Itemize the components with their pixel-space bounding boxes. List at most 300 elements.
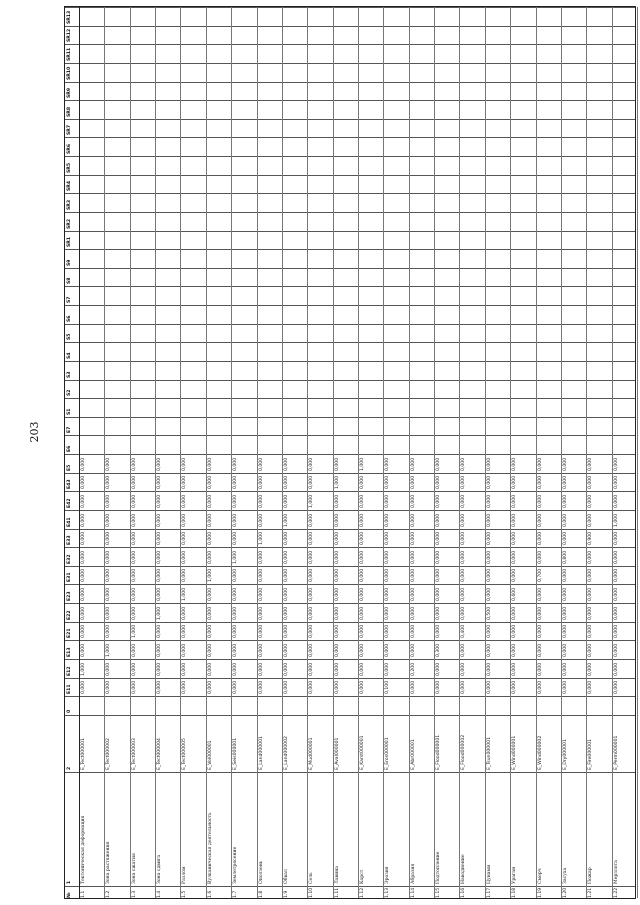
table-cell: 0,000: [537, 513, 543, 527]
row-number: 1.3: [131, 890, 137, 898]
column-header: E21: [67, 628, 72, 639]
row-name: Разлом: [182, 865, 188, 884]
table-cell: 0,000: [334, 569, 340, 583]
table-cell: 0,000: [309, 550, 315, 564]
table-cell: 0,000: [334, 606, 340, 620]
table-cell: 0,000: [360, 513, 365, 527]
table-cell: 0,000: [588, 476, 594, 490]
table-cell: 0,000: [233, 662, 239, 676]
table-cell: 0,000: [106, 587, 112, 602]
column-header: E33: [67, 535, 72, 546]
table-cell: 0,000: [309, 606, 315, 620]
table-cell: 0,000: [461, 494, 467, 508]
column-divider: [65, 63, 635, 64]
row-number: 1.12: [360, 887, 365, 898]
table-cell: 0,000: [613, 643, 619, 657]
table-cell: 0,000: [131, 457, 137, 471]
table-cell: 0,000: [385, 531, 391, 546]
table-cell: 0,000: [512, 606, 518, 620]
column-header: E23: [67, 591, 72, 602]
table-cell: 0,000: [613, 476, 619, 490]
table-cell: 0,000: [410, 494, 416, 508]
table-cell: 1,000: [182, 587, 188, 602]
table-cell: 0,000: [436, 550, 442, 564]
table-cell: 0,000: [157, 569, 163, 583]
table-cell: 0,000: [461, 513, 467, 527]
table-cell: 0,000: [207, 606, 213, 620]
row-code: E_Eros000001: [385, 737, 391, 770]
column-divider: [65, 715, 635, 716]
table-cell: 0,000: [385, 587, 391, 602]
table-cell: 0,000: [588, 569, 594, 583]
table-cell: 0,000: [233, 531, 239, 546]
column-divider: [65, 249, 635, 250]
column-divider: [65, 603, 635, 604]
column-header: SR5: [67, 162, 72, 173]
table-cell: 0,300: [436, 643, 442, 657]
table-cell: 0,000: [486, 476, 492, 490]
table-cell: 0,000: [360, 531, 365, 546]
table-cell: 0,000: [436, 513, 442, 527]
table-cell: 0,000: [334, 513, 340, 527]
table-cell: 0,000: [512, 625, 518, 639]
table-cell: 0,000: [81, 457, 86, 471]
table-cell: 0,000: [385, 606, 391, 620]
table-cell: 0,000: [588, 680, 594, 695]
table-cell: 0,000: [283, 643, 289, 657]
column-header: E11: [67, 684, 72, 695]
row-divider: [257, 7, 258, 898]
table-cell: 0,000: [410, 680, 416, 695]
row-code: E_Seis000001: [233, 737, 239, 770]
column-divider: [65, 417, 635, 418]
column-divider: [65, 398, 635, 399]
table-cell: 0,000: [588, 587, 594, 602]
table-cell: 0,000: [309, 531, 315, 546]
table-cell: 0,000: [410, 550, 416, 564]
table-cell: 1,000: [613, 513, 619, 527]
column-header: SR11: [67, 47, 72, 61]
column-header: S2: [67, 389, 72, 397]
table-cell: 0,000: [436, 531, 442, 546]
row-number: 1.2: [106, 890, 112, 898]
table-cell: 0,000: [283, 476, 289, 490]
table-cell: 0,000: [81, 513, 86, 527]
column-divider: [65, 659, 635, 660]
table-cell: 0,000: [106, 569, 112, 583]
table-cell: 0,000: [486, 643, 492, 657]
column-divider: [65, 342, 635, 343]
table-cell: 0,000: [588, 625, 594, 639]
row-number: 1.19: [537, 887, 543, 898]
table-cell: 0,000: [157, 680, 163, 695]
table-cell: 0,000: [410, 643, 416, 657]
row-divider: [155, 7, 156, 898]
table-cell: 0,000: [131, 643, 137, 657]
table-cell: 0,000: [258, 587, 264, 602]
table-cell: 0,000: [233, 587, 239, 602]
table-cell: 0,000: [360, 662, 365, 676]
table-cell: 0,000: [613, 625, 619, 639]
table-cell: 0,000: [613, 550, 619, 564]
table-cell: 0,000: [461, 643, 467, 657]
row-number: 1.8: [258, 890, 264, 898]
table-cell: 0,000: [207, 531, 213, 546]
column-header: E32: [67, 554, 72, 564]
column-divider: [65, 886, 635, 887]
table-cell: 0,000: [207, 662, 213, 676]
table-cell: 0,000: [588, 513, 594, 527]
row-number: 1.18: [512, 887, 518, 898]
column-header: E41: [67, 516, 72, 527]
table-cell: 0,000: [385, 662, 391, 676]
table-cell: 0,000: [486, 680, 492, 695]
table-cell: 0,000: [512, 513, 518, 527]
row-number: 1.13: [385, 887, 391, 898]
table-cell: 0,000: [588, 643, 594, 657]
table-cell: 0,000: [182, 457, 188, 471]
column-divider: [65, 119, 635, 120]
row-name: Лавина: [334, 865, 340, 884]
table-cell: 0,000: [81, 476, 86, 490]
table-cell: 0,000: [258, 606, 264, 620]
column-divider: [65, 566, 635, 567]
row-divider: [536, 7, 537, 898]
column-header: SR9: [67, 88, 72, 99]
table-cell: 0,000: [486, 625, 492, 639]
table-cell: 0,000: [385, 494, 391, 508]
table-cell: 0,000: [182, 569, 188, 583]
column-divider: [65, 435, 635, 436]
row-name: Зона сжатия: [131, 852, 137, 884]
table-cell: 0,000: [410, 606, 416, 620]
column-header: SR7: [67, 125, 72, 136]
table-cell: 0,000: [562, 513, 568, 527]
column-header: E43: [67, 479, 72, 490]
table-cell: 0,000: [512, 680, 518, 695]
column-divider: [65, 26, 635, 27]
column-header: E7: [67, 427, 72, 434]
table-cell: 0,000: [385, 457, 391, 471]
table-cell: 0,000: [106, 606, 112, 620]
table-cell: 0,000: [207, 550, 213, 564]
row-code: E_Tect000001: [81, 737, 86, 770]
column-header: E6: [67, 445, 72, 453]
table-cell: 0,000: [562, 587, 568, 602]
table-cell: 0,000: [461, 457, 467, 471]
column-header: S8: [67, 277, 72, 285]
table-cell: 0,000: [461, 680, 467, 695]
table-cell: 0,000: [537, 550, 543, 564]
table-cell: 0,000: [410, 476, 416, 490]
table-cell: 0,000: [436, 569, 442, 583]
column-divider: [65, 584, 635, 585]
table-cell: 0,000: [410, 513, 416, 527]
table-cell: 0,000: [410, 531, 416, 546]
row-divider: [333, 7, 334, 898]
table-cell: 0,000: [360, 569, 365, 583]
row-code: E_Flood000002: [461, 734, 467, 770]
table-cell: 0,000: [81, 587, 86, 602]
row-code: E_Fire000001: [588, 738, 594, 770]
table-cell: 0,000: [258, 476, 264, 490]
table-cell: 0,000: [461, 606, 467, 620]
row-divider: [637, 7, 638, 898]
row-number: 1.5: [182, 890, 188, 898]
table-cell: 0,000: [512, 550, 518, 564]
row-code: E_Perm000001: [613, 735, 619, 770]
row-divider: [206, 7, 207, 898]
row-code: E_Land000002: [283, 735, 289, 770]
row-code: E_Mud000001: [309, 737, 315, 770]
table-cell: 0,000: [334, 625, 340, 639]
table-cell: 0,000: [182, 662, 188, 676]
row-divider: [612, 7, 613, 898]
column-header: 2: [67, 766, 72, 770]
table-cell: 0,000: [81, 550, 86, 564]
column-header: E13: [67, 647, 72, 657]
table-cell: 0,000: [258, 569, 264, 583]
table-cell: 0,000: [207, 513, 213, 527]
row-divider: [130, 7, 131, 898]
table-cell: 0,000: [207, 587, 213, 602]
column-divider: [65, 473, 635, 474]
table-cell: 0,000: [334, 550, 340, 564]
table-cell: 0,000: [106, 513, 112, 527]
table-cell: 0,000: [588, 662, 594, 676]
table-cell: 0,000: [131, 550, 137, 564]
table-cell: 0,000: [106, 550, 112, 564]
column-divider: [65, 772, 635, 773]
table-cell: 0,000: [436, 680, 442, 695]
table-cell: 0,000: [385, 569, 391, 583]
table-cell: 1,000: [309, 494, 315, 508]
row-name: Обвал: [283, 868, 289, 884]
table-cell: 0,000: [233, 643, 239, 657]
column-header: S1: [67, 408, 72, 415]
table-cell: 0,000: [562, 569, 568, 583]
table-cell: 0,000: [283, 606, 289, 620]
row-name: Эрозия: [385, 865, 391, 884]
table-cell: 0,000: [283, 587, 289, 602]
table-cell: 0,000: [182, 550, 188, 564]
row-code: E_Aval000001: [334, 737, 340, 770]
table-cell: 0,000: [258, 662, 264, 676]
table-cell: 0,000: [106, 531, 112, 546]
table-cell: 0,000: [283, 680, 289, 695]
column-divider: [65, 268, 635, 269]
table-cell: 0,000: [81, 606, 86, 620]
table-cell: 0,000: [334, 680, 340, 695]
column-header: S6: [67, 315, 72, 322]
column-divider: [65, 137, 635, 138]
row-number: 1.20: [562, 887, 568, 898]
row-divider: [434, 7, 435, 898]
table-cell: 0,000: [537, 606, 543, 620]
table-cell: 0,000: [157, 494, 163, 508]
row-name: Зона растяжения: [106, 840, 112, 884]
table-cell: 0,000: [157, 513, 163, 527]
table-cell: 0,000: [182, 494, 188, 508]
table-cell: 0,000: [537, 531, 543, 546]
row-name: Смерч: [537, 867, 543, 884]
table-cell: 0,000: [461, 531, 467, 546]
table-cell: 0,000: [157, 662, 163, 676]
table-cell: 0,000: [512, 476, 518, 490]
table-cell: 0,000: [486, 587, 492, 602]
table-cell: 0,000: [258, 457, 264, 471]
table-cell: 0,000: [613, 457, 619, 471]
row-divider: [358, 7, 359, 898]
table-cell: 0,000: [334, 531, 340, 546]
table-cell: 1,000: [258, 531, 264, 546]
table-cell: 0,000: [81, 531, 86, 546]
table-cell: 1,000: [81, 662, 86, 676]
table-cell: 0,000: [512, 457, 518, 471]
table-cell: 0,000: [512, 643, 518, 657]
table-cell: 0,000: [360, 643, 365, 657]
row-number: 1.16: [461, 887, 467, 898]
table-cell: 0,000: [613, 662, 619, 676]
row-name: Оползень: [258, 860, 264, 884]
table-cell: 0,000: [309, 680, 315, 695]
table-cell: 0,000: [157, 625, 163, 639]
column-header: S9: [67, 259, 72, 266]
column-divider: [65, 231, 635, 232]
column-header: 0: [67, 709, 72, 713]
table-cell: 0,700: [537, 569, 543, 583]
column-divider: [65, 44, 635, 45]
table-cell: 0,000: [258, 625, 264, 639]
row-code: E_Vol000001: [207, 740, 213, 770]
table-cell: 0,000: [157, 587, 163, 602]
table-cell: 0,000: [562, 662, 568, 676]
table-cell: 0,000: [81, 569, 86, 583]
table-cell: 0,000: [461, 569, 467, 583]
row-name: Засуха: [562, 867, 568, 884]
table-cell: 0,900: [588, 531, 594, 546]
table-cell: 0,000: [436, 587, 442, 602]
table-cell: 0,000: [207, 643, 213, 657]
table-cell: 0,000: [410, 569, 416, 583]
row-code: E_Karst000001: [360, 735, 365, 770]
row-name: Мерзлота: [613, 859, 619, 884]
column-header: E12: [67, 665, 72, 676]
row-code: E_Tect000002: [106, 737, 112, 770]
table-cell: 0,000: [334, 457, 340, 471]
table-cell: 0,000: [562, 643, 568, 657]
table-cell: 0,000: [537, 680, 543, 695]
row-number: 1.9: [283, 890, 289, 898]
column-divider: [65, 454, 635, 455]
column-divider: [65, 324, 635, 325]
table-cell: 0,000: [258, 513, 264, 527]
table-cell: 0,000: [537, 457, 543, 471]
table-cell: 1,000: [131, 625, 137, 639]
table-cell: 0,000: [486, 662, 492, 676]
column-header: S5: [67, 333, 72, 341]
row-code: E_Wind000002: [537, 735, 543, 770]
table-cell: 1,000: [283, 513, 289, 527]
row-divider: [409, 7, 410, 898]
table-cell: 0,000: [283, 662, 289, 676]
table-cell: 0,000: [486, 550, 492, 564]
table-cell: 0,000: [562, 680, 568, 695]
row-code: E_Flood000001: [436, 734, 442, 770]
column-header: SR4: [67, 181, 72, 192]
table-cell: 0,000: [537, 587, 543, 602]
row-number: 1.22: [613, 887, 619, 898]
table-cell: 0,000: [233, 625, 239, 639]
table-cell: 0,000: [613, 606, 619, 620]
column-header: SR2: [67, 218, 72, 229]
table-cell: 0,000: [486, 569, 492, 583]
table-cell: 1,000: [360, 457, 365, 471]
table-cell: 0,000: [182, 476, 188, 490]
table-cell: 0,000: [588, 494, 594, 508]
column-divider: [65, 193, 635, 194]
row-divider: [282, 7, 283, 898]
table-cell: 0,000: [283, 531, 289, 546]
table-cell: 0,000: [537, 662, 543, 676]
table-cell: 0,000: [562, 625, 568, 639]
table-cell: 0,000: [258, 643, 264, 657]
table-cell: 0,000: [106, 476, 112, 490]
row-code: E_Tsun000001: [486, 736, 492, 770]
table-cell: 0,000: [486, 513, 492, 527]
table-cell: 1,000: [334, 476, 340, 490]
table-cell: 0,000: [385, 643, 391, 657]
table-cell: 0,000: [106, 494, 112, 508]
column-header: SR8: [67, 106, 72, 117]
table-cell: 1,000: [207, 569, 213, 583]
table-cell: 0,000: [613, 494, 619, 508]
table-cell: 0,000: [106, 662, 112, 676]
column-divider: [65, 640, 635, 641]
table-cell: 0,000: [588, 606, 594, 620]
row-name: Зона сдвига: [157, 854, 163, 884]
table-cell: 0,000: [233, 680, 239, 695]
table-cell: 0,000: [81, 680, 86, 695]
table-cell: 0,000: [258, 550, 264, 564]
row-number: 1.6: [207, 890, 213, 898]
table-cell: 0,000: [360, 587, 365, 602]
table-cell: 0,000: [309, 643, 315, 657]
column-divider: [65, 529, 635, 530]
table-cell: 0,000: [309, 662, 315, 676]
table-cell: 0,000: [283, 457, 289, 471]
table-cell: 0,000: [182, 606, 188, 620]
row-number: 1.4: [157, 890, 163, 898]
column-divider: [65, 82, 635, 83]
row-number: 1.21: [588, 887, 594, 898]
table-cell: 0,000: [562, 531, 568, 546]
table-cell: 0,000: [309, 457, 315, 471]
column-header: SR6: [67, 143, 72, 154]
column-divider: [65, 286, 635, 287]
table-cell: 0,000: [537, 476, 543, 490]
row-number: 1.14: [410, 887, 416, 898]
row-name: Цунами: [486, 864, 492, 884]
table-cell: 0,000: [131, 494, 137, 508]
column-divider: [65, 212, 635, 213]
table-cell: 0,000: [360, 494, 365, 508]
table-cell: 0,000: [512, 494, 518, 508]
column-divider: [65, 510, 635, 511]
table-cell: 0,000: [486, 531, 492, 546]
table-cell: 0,000: [182, 680, 188, 695]
table-cell: 0,000: [613, 531, 619, 546]
